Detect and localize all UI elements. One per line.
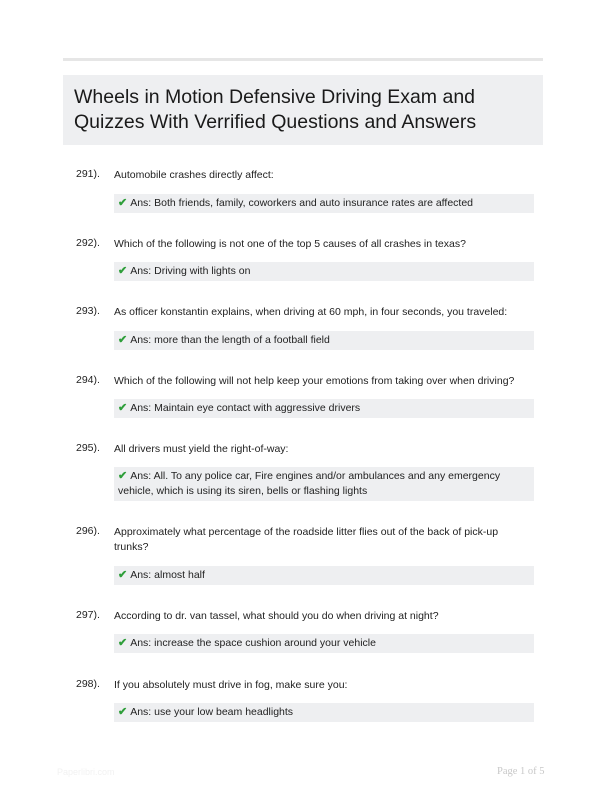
question-text: According to dr. van tassel, what should you do when driving at night? xyxy=(114,610,439,622)
checkmark-icon: ✔ xyxy=(118,334,128,346)
answer-box xyxy=(114,467,534,501)
question-number: 291). xyxy=(76,168,100,180)
answer-box xyxy=(114,634,534,653)
answer-text: Ans: Driving with lights on xyxy=(130,265,251,277)
answer-box xyxy=(114,262,534,281)
answer-box xyxy=(114,194,534,213)
checkmark-icon: ✔ xyxy=(118,402,128,414)
checkmark-icon: ✔ xyxy=(118,637,128,649)
question-text: All drivers must yield the right-of-way: xyxy=(114,443,289,455)
answer-text: Ans: use your low beam headlights xyxy=(130,706,294,718)
page-title: Wheels in Motion Defensive Driving Exam and Quizzes With Verrified Questions and Answers xyxy=(74,86,477,133)
answer-text: Ans: Both friends, family, coworkers and auto insurance rates are affected xyxy=(130,197,474,209)
checkmark-icon: ✔ xyxy=(118,569,128,581)
question-number: 296). xyxy=(76,525,100,537)
top-divider xyxy=(63,58,543,61)
title-box xyxy=(63,75,543,145)
question-number: 292). xyxy=(76,237,100,249)
answer-box xyxy=(114,331,534,350)
answer-text: Ans: Maintain eye contact with aggressive drivers xyxy=(130,402,361,414)
question-text: Automobile crashes directly affect: xyxy=(114,169,274,181)
checkmark-icon: ✔ xyxy=(118,197,128,209)
answer-text: Ans: All. To any police car, Fire engines and/or ambulances and any emergency vehicle, which is using its siren, bells or flashing lights xyxy=(118,470,501,497)
answer-box xyxy=(114,399,534,418)
checkmark-icon: ✔ xyxy=(118,706,128,718)
question-text: As officer konstantin explains, when driving at 60 mph, in four seconds, you traveled: xyxy=(114,306,508,318)
answer-box xyxy=(114,703,534,722)
question-text: Which of the following will not help keep your emotions from taking over when driving? xyxy=(114,375,515,387)
question-number: 297). xyxy=(76,609,100,621)
footer-watermark: Paperlibri.com xyxy=(57,767,115,777)
answer-text: Ans: increase the space cushion around your vehicle xyxy=(130,637,376,649)
question-number: 294). xyxy=(76,374,100,386)
question-text: Which of the following is not one of the top 5 causes of all crashes in texas? xyxy=(114,238,466,250)
question-text: If you absolutely must drive in fog, make sure you: xyxy=(114,679,348,691)
page-number: Page 1 of 5 xyxy=(497,766,545,777)
question-text: Approximately what percentage of the roadside litter flies out of the back of pick-up trunks? xyxy=(114,526,499,553)
question-number: 295). xyxy=(76,442,100,454)
answer-text: Ans: almost half xyxy=(130,569,205,581)
answer-text: Ans: more than the length of a football field xyxy=(130,334,330,346)
answer-box xyxy=(114,566,534,585)
checkmark-icon: ✔ xyxy=(118,265,128,277)
checkmark-icon: ✔ xyxy=(118,470,128,482)
question-number: 293). xyxy=(76,305,100,317)
question-number: 298). xyxy=(76,678,100,690)
